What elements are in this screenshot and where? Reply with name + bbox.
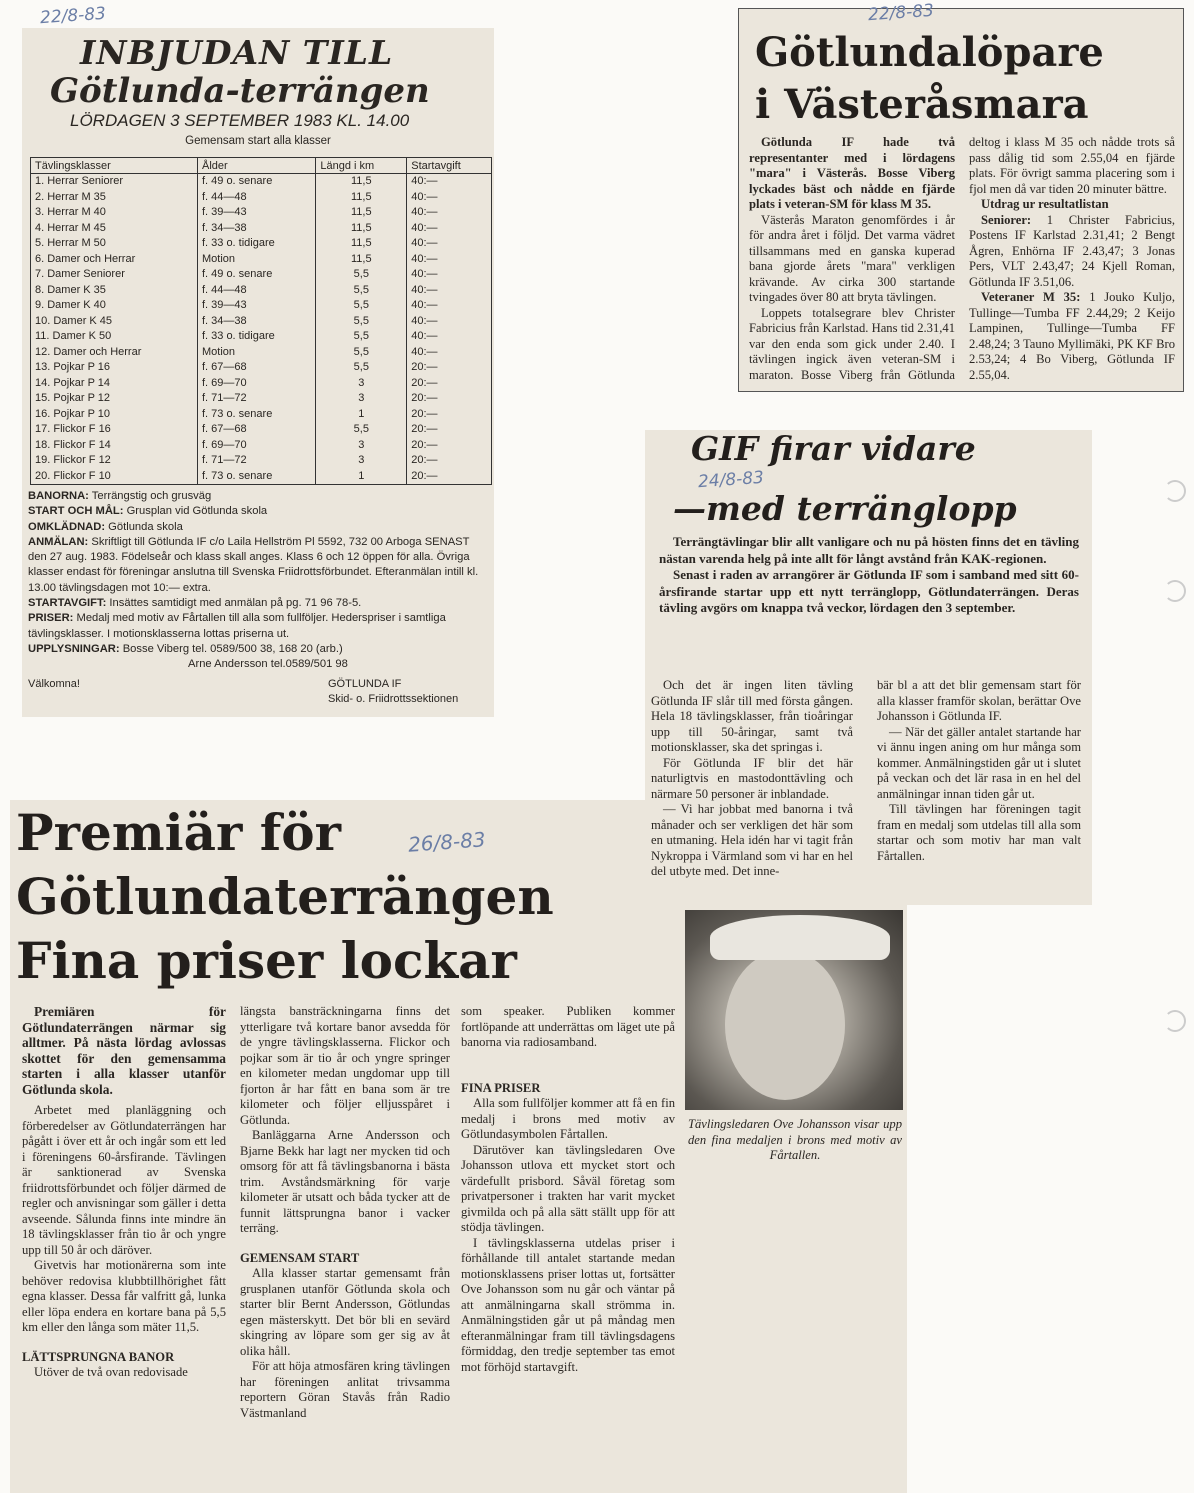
article-column — [877, 678, 1081, 864]
paragraph: Terrängtävlingar blir allt vanligare och nu på hösten finns det en tävling nästan varenda helg på inte allt för långt avstånd från KAK-regionen. — [659, 534, 1079, 566]
table-cell: 40:— — [407, 345, 492, 361]
paragraph: — Vi har jobbat med banorna i två månader och ser verkligen det här som en utmaning. Hela idén har vi tagit från Nykroppa i Värmland som vi har en hel del utbyte med. Det inne- — [651, 802, 853, 878]
table-row — [31, 298, 492, 314]
paragraph: För Götlunda IF blir det här naturligtvis en mastodonttävling och närmare 50 personer är inblandade. — [651, 755, 853, 801]
results-text: 1 Jouko Kuljo, Tullinge—Tumba FF 2.44,29; 2 Keijo Lampinen, Tullinge—Tumba FF 2.48,24; 3 Tauno Myllimäki, PK KF Bro 2.53,24; 4 Bo Viberg, Götlunda IF 2.55,04. — [969, 290, 1175, 382]
paragraph: I tävlingsklasserna utdelas priser i förhållande till antalet startande medan motionsklassens priser lottas ut, fortsätter Ove Johansson som nu går och väntar på att anmälningarna skall strömma in. Anmälningstiden går ut på måndag men efteranmälningar fram till tävlingsdagens förmiddag, den tredje september tas emot mot förhöjd startavgift. — [461, 1235, 675, 1374]
table-header-cell: Startavgift — [407, 158, 492, 174]
table-cell: 40:— — [407, 205, 492, 221]
table-cell: 9. Damer K 40 — [31, 298, 198, 314]
table-cell: 40:— — [407, 174, 492, 190]
table-cell: f. 39—43 — [197, 205, 315, 221]
table-row — [31, 422, 492, 438]
table-cell: f. 49 o. senare — [197, 174, 315, 190]
headline: Premiär för — [16, 803, 341, 862]
table-cell: 11,5 — [316, 252, 407, 268]
table-cell: 5,5 — [316, 314, 407, 330]
table-cell: 20. Flickor F 10 — [31, 469, 198, 485]
paragraph: Därutöver kan tävlingsledaren Ove Johansson utlova ett mycket stort och värdefullt prisbord. Såväl företag som privatpersoner i trakten har varit mycket givmilda och på alla sätt ställt upp för att stödja tävlingen. — [461, 1142, 675, 1234]
table-row — [31, 407, 492, 423]
info-text: Skriftligt till Götlunda IF c/o Laila Hellström Pl 5592, 732 00 Arboga SENAST den 27 aug. 1983. Födelseår och klass skall anges. Klass 6 och 12 öppen för alla. Övriga klasser endast för föreningar anslutna till Svenska Friidrottsförbundet. Efteranmälan intill kl. 13.00 tävlingsdagen mot 10:— extra. — [28, 535, 479, 594]
table-cell: 8. Damer K 35 — [31, 283, 198, 299]
info-line — [28, 489, 488, 504]
info-label: UPPLYSNINGAR: — [28, 642, 120, 655]
table-cell: f. 33 o. tidigare — [197, 329, 315, 345]
results-label: Veteraner M 35: — [981, 290, 1081, 304]
organizer-block — [328, 677, 488, 707]
table-cell: 2. Herrar M 35 — [31, 190, 198, 206]
paragraph: Alla som fullföljer kommer att få en fin medalj i brons med motiv av Götlundasymbolen Fårtallen. — [461, 1096, 675, 1141]
table-cell: 5,5 — [316, 283, 407, 299]
table-cell: 5,5 — [316, 298, 407, 314]
table-row — [31, 391, 492, 407]
info-label: ANMÄLAN: — [28, 535, 89, 548]
info-label: OMKLÄDNAD: — [28, 520, 106, 533]
table-cell: 15. Pojkar P 12 — [31, 391, 198, 407]
table-cell: 5,5 — [316, 267, 407, 283]
headline: —med terränglopp — [673, 489, 1017, 528]
paragraph: Arbetet med planläggning och förberedelser av Götlundaterrängen har pågått i över ett år och ingår som ett led i föreningens 60-årsfirande. Tävlingen är sanktionerad av Svenska friidrottsförbundet och följer därmed de regler och anvisningar som gäller i detta avseende. Sålunda finns inte mindre än 18 tävlingsklasser från tio år och yngre upp till 50 år och däröver. — [22, 1103, 226, 1257]
article-column — [22, 1004, 226, 1381]
info-line — [28, 642, 488, 657]
table-row — [31, 205, 492, 221]
table-row — [31, 345, 492, 361]
paragraph: För att höja atmosfären kring tävlingen har föreningen anlitat trivsamma reportern Göran Stavås från Radio Västmanland — [240, 1359, 450, 1420]
table-cell: 19. Flickor F 12 — [31, 453, 198, 469]
table-cell: 20:— — [407, 376, 492, 392]
table-row — [31, 360, 492, 376]
table-cell: 11. Damer K 50 — [31, 329, 198, 345]
table-cell: 17. Flickor F 16 — [31, 422, 198, 438]
handwritten-date: 22/8-83 — [39, 3, 107, 29]
paragraph: Utöver de två ovan redovisade — [34, 1365, 188, 1379]
paragraph: Och det är ingen liten tävling Götlunda IF slår till med första gången. Hela 18 tävlingsklasser, från tioåringar upp till 50-åringar, samt två motionsklasser, ska det springas i. — [651, 678, 853, 754]
paragraph: Alla klasser startar gemensamt från grusplanen utanför Götlunda skola och starter blir Bernt Andersson, Götlundas egen mästerskytt. Det bör bli en sevärd skingring av löpare som ger sig av åt olika håll. — [240, 1266, 450, 1358]
organizer-name: GÖTLUNDA IF — [328, 677, 402, 690]
classes-table — [30, 157, 492, 485]
table-cell: 16. Pojkar P 10 — [31, 407, 198, 423]
binder-ring-mark — [1164, 480, 1186, 502]
table-cell: f. 69—70 — [197, 438, 315, 454]
info-line — [28, 520, 488, 535]
table-cell: 40:— — [407, 329, 492, 345]
results-seniors — [969, 213, 1175, 291]
table-cell: 5,5 — [316, 329, 407, 345]
table-cell: 5,5 — [316, 422, 407, 438]
table-cell: 20:— — [407, 407, 492, 423]
signature-row — [28, 677, 488, 707]
article-column — [651, 678, 853, 880]
paragraph: bär bl a att det blir gemensam start för alla klasser framför skolan, berättar Ove Johansson i Götlunda IF. — [877, 678, 1081, 723]
article-column — [461, 1004, 675, 1375]
headline: Götlundaterrängen — [16, 867, 554, 926]
info-text: Bosse Viberg tel. 0589/500 38, 168 20 (arb.) — [119, 642, 343, 655]
table-cell: 20:— — [407, 469, 492, 485]
table-header-row — [31, 158, 492, 174]
table-cell: f. 67—68 — [197, 422, 315, 438]
table-cell: f. 73 o. senare — [197, 469, 315, 485]
table-cell: 3 — [316, 391, 407, 407]
table-cell: Motion — [197, 252, 315, 268]
paragraph: Banläggarna Arne Andersson och Bjarne Bekk har lagt ner mycken tid och omsorg för att få tävlingsbanorna i bästa trim. Avståndsmärkning för varje kilometer är utsatt och båda tycker att de funnit lättsprungna banor i vacker terräng. — [240, 1128, 450, 1235]
table-row — [31, 376, 492, 392]
table-cell: 40:— — [407, 314, 492, 330]
table-cell: 14. Pojkar P 14 — [31, 376, 198, 392]
table-cell: 3 — [316, 376, 407, 392]
table-cell: 12. Damer och Herrar — [31, 345, 198, 361]
table-cell: f. 34—38 — [197, 221, 315, 237]
table-cell: 20:— — [407, 391, 492, 407]
table-row — [31, 329, 492, 345]
invitation-info — [28, 489, 488, 707]
gif-clipping — [645, 430, 1092, 905]
table-cell: 3 — [316, 453, 407, 469]
table-cell: 20:— — [407, 438, 492, 454]
headline: Fina priser lockar — [16, 931, 517, 990]
table-cell: 20:— — [407, 422, 492, 438]
paragraph: Till tävlingen har föreningen tagit fram en medalj som utdelas till alla som startar och som motiv har man valt Fårtallen. — [877, 802, 1081, 863]
invitation-clipping — [22, 28, 494, 717]
binder-ring-mark — [1164, 580, 1186, 602]
table-row — [31, 252, 492, 268]
table-cell: 3 — [316, 438, 407, 454]
table-cell: Motion — [197, 345, 315, 361]
paragraph: Loppets totalsegrare blev Christer Fabricius från Karlstad. Hans tid 2.31,41 var den enda som gick under 2.40. I tävlingen ingick även veteran-SM i maraton. Bosse Viberg från Götlunda deltog i klass M 35 och nådde trots så pass dålig tid som 2.55,04 en fjärde plats. För övrigt samma placering som i fjol men då var tiden 20 minuter bättre. — [749, 135, 1175, 382]
table-cell: 7. Damer Seniorer — [31, 267, 198, 283]
welcome-text: Välkomna! — [28, 677, 80, 690]
binder-ring-mark — [1164, 1010, 1186, 1032]
table-cell: 11,5 — [316, 205, 407, 221]
article-body — [749, 135, 1175, 383]
table-cell: f. 71—72 — [197, 453, 315, 469]
handwritten-date: 24/8-83 — [697, 467, 765, 493]
table-cell: 5,5 — [316, 345, 407, 361]
table-row — [31, 267, 492, 283]
table-cell: 40:— — [407, 283, 492, 299]
paragraph: som speaker. Publiken kommer fortlöpande att underrättas om läget ute på banorna via radiosamband. — [461, 1004, 675, 1049]
table-cell: 20:— — [407, 360, 492, 376]
table-row — [31, 438, 492, 454]
table-cell: f. 73 o. senare — [197, 407, 315, 423]
info-line — [28, 535, 488, 596]
subheading: FINA PRISER — [461, 1080, 541, 1095]
table-header-cell: Tävlingsklasser — [31, 158, 198, 174]
table-cell: f. 39—43 — [197, 298, 315, 314]
table-row — [31, 190, 492, 206]
results-label: Seniorer: — [981, 212, 1032, 227]
info-line — [28, 611, 488, 642]
paragraph: Givetvis har motionärerna som inte behöver redovisa klubbtillhörighet fått egna klasser. Dessa får valfritt gå, lunka eller löpa endera en kortare bana på 5,5 km eller den långa som mäter 11,5. — [22, 1258, 226, 1334]
table-cell: 40:— — [407, 190, 492, 206]
table-cell: 11,5 — [316, 174, 407, 190]
marathon-clipping — [738, 8, 1184, 392]
paragraph: — När det gäller antalet startande har vi ännu ingen aning om hur många som kommer. Anmälningstiden går ut i slutet på veckan och det lär rasa in en hel del anmälningar innan tiden går ut. — [877, 724, 1081, 801]
table-cell: f. 33 o. tidigare — [197, 236, 315, 252]
table-cell: 18. Flickor F 14 — [31, 438, 198, 454]
table-cell: 1. Herrar Seniorer — [31, 174, 198, 190]
table-row — [31, 469, 492, 485]
info-text: Grusplan vid Götlunda skola — [123, 505, 268, 518]
invitation-title: INBJUDAN TILL — [80, 33, 394, 72]
table-header-cell: Längd i km — [316, 158, 407, 174]
subheading: GEMENSAM START — [240, 1250, 360, 1265]
table-cell: 1 — [316, 469, 407, 485]
table-cell: 40:— — [407, 252, 492, 268]
paragraph: Senast i raden av arrangörer är Götlunda IF som i samband med sitt 60-årsfirande startar upp ett nytt terränglopp, Götlundaterrängen. Deras tävling avgörs om knappa två veckor, lördagen den 3 september. — [659, 567, 1079, 615]
paragraph: Västerås Maraton genomfördes i år för andra året i följd. Det varma vädret tillsammans med en ganska kuperad bana gjorde årets "mara" verkligen krävande. Av cirka 300 startande tvingades över 80 att bryta tävlingen. — [749, 212, 955, 304]
table-cell: 40:— — [407, 298, 492, 314]
info-text: Medalj med motiv av Fårtallen till alla som fullföljer. Hederspriser i samtliga tävlingsklasser. I motionsklasserna lottas priserna ut. — [28, 612, 446, 640]
info-label: STARTAVGIFT: — [28, 597, 107, 610]
subheading: LÄTTSPRUNGNA BANOR — [22, 1349, 175, 1364]
table-cell: 11,5 — [316, 190, 407, 206]
invitation-subtitle: Gemensam start alla klasser — [185, 135, 331, 147]
info-text: Terrängstig och grusväg — [88, 490, 212, 502]
invitation-event-name: Götlunda-terrängen — [50, 71, 430, 111]
organizer-section: Skid- o. Friidrottssektionen — [328, 692, 459, 705]
info-line — [28, 504, 488, 519]
photo-ove-johansson — [685, 910, 903, 1110]
table-cell: 40:— — [407, 267, 492, 283]
table-cell: 10. Damer K 45 — [31, 314, 198, 330]
table-header-cell: Ålder — [197, 158, 315, 174]
face-shape — [725, 950, 845, 1100]
table-cell: 6. Damer och Herrar — [31, 252, 198, 268]
handwritten-date: 26/8-83 — [407, 827, 487, 857]
table-cell: f. 44—48 — [197, 190, 315, 206]
results-heading: Utdrag ur resultatlistan — [981, 197, 1109, 211]
paragraph: längsta bansträckningarna finns det ytterligare två kortare banor avsedda för de yngre tävlingsklasserna. Flickor och pojkar som är tio år och yngre springer en kilometer medan ungdomar upp till fjorton år har fått en bana som är tre kilometer och följer elljusspåret i Götlunda. — [240, 1004, 450, 1127]
results-text: 1 Christer Fabricius, Postens IF Karlstad 2.31,41; 2 Bengt Ågren, Enhörna IF 2.43,47; 3 Jonas Pers, VLT 2.43,47; 24 Kjell Roman, Götlunda IF 3.51,06. — [969, 212, 1175, 289]
table-row — [31, 174, 492, 190]
photo-caption: Tävlingsledaren Ove Johansson visar upp den fina medaljen i brons med motiv av Fårtallen. — [688, 1117, 902, 1162]
cap-shape — [710, 915, 890, 960]
info-text: Insättes samtidigt med anmälan på pg. 71 96 78-5. — [106, 597, 362, 610]
table-cell: 3. Herrar M 40 — [31, 205, 198, 221]
contact-arne: Arne Andersson tel.0589/501 98 — [188, 658, 348, 671]
info-line — [28, 596, 488, 611]
info-label: START OCH MÅL: — [28, 505, 124, 518]
table-cell: 5. Herrar M 50 — [31, 236, 198, 252]
table-row — [31, 283, 492, 299]
table-cell: f. 44—48 — [197, 283, 315, 299]
article-column — [240, 1004, 450, 1421]
table-cell: 13. Pojkar P 16 — [31, 360, 198, 376]
handwritten-date: 22/8-83 — [867, 0, 935, 26]
table-cell: 20:— — [407, 453, 492, 469]
paragraph: Götlunda IF hade två representanter med i lördagens "mara" i Västerås. Bosse Viberg lyckades bäst och nådde en fjärde plats i veteran-SM för klass M 35. — [749, 135, 955, 211]
table-row — [31, 221, 492, 237]
table-cell: 11,5 — [316, 236, 407, 252]
table-cell: 11,5 — [316, 221, 407, 237]
info-text: Götlunda skola — [105, 520, 183, 533]
info-label: PRISER: — [28, 612, 74, 625]
headline: GIF firar vidare — [691, 429, 976, 468]
results-veterans — [969, 290, 1175, 383]
table-cell: 4. Herrar M 45 — [31, 221, 198, 237]
table-cell: f. 34—38 — [197, 314, 315, 330]
headline: i Västeråsmara — [755, 81, 1089, 128]
table-cell: f. 67—68 — [197, 360, 315, 376]
table-row — [31, 236, 492, 252]
table-cell: f. 71—72 — [197, 391, 315, 407]
table-row — [31, 314, 492, 330]
table-cell: 40:— — [407, 221, 492, 237]
article-lead: Premiären för Götlundaterrängen närmar sig alltmer. På nästa lördag avlossas skottet för den gemensamma starten i alla klasser utanför Götlunda skola. — [22, 1004, 226, 1097]
table-cell: f. 49 o. senare — [197, 267, 315, 283]
table-cell: 5,5 — [316, 360, 407, 376]
article-lead — [659, 534, 1079, 617]
table-cell: 40:— — [407, 236, 492, 252]
table-cell: f. 69—70 — [197, 376, 315, 392]
table-row — [31, 453, 492, 469]
table-cell: 1 — [316, 407, 407, 423]
info-label: BANORNA: — [28, 490, 89, 502]
invitation-date: LÖRDAGEN 3 SEPTEMBER 1983 KL. 14.00 — [70, 111, 410, 130]
headline: Götlundalöpare — [755, 29, 1104, 76]
